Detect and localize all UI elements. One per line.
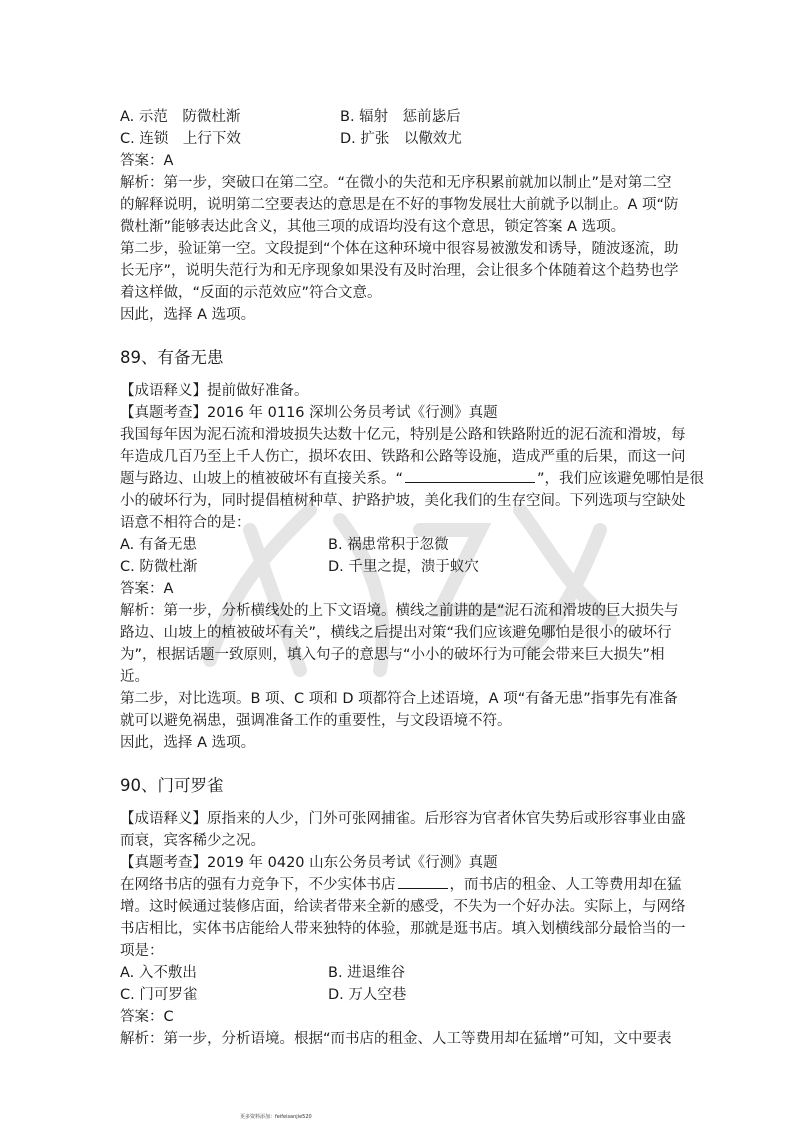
answer: 答案：C <box>120 1009 174 1025</box>
fill-blank <box>398 874 448 889</box>
option-b: B. 祸患常积于忽微 <box>328 537 449 553</box>
question-line: 增。这时候通过装修店面，给读者带来全新的感受，不失为一个好办法。实际上，与网络 <box>120 899 686 915</box>
exam-source: 【真题考查】2016 年 0116 深圳公务员考试《行测》真题 <box>120 405 498 421</box>
question-line: 项是： <box>120 943 164 959</box>
analysis-line: 就可以避免祸患，强调准备工作的重要性，与文段语境不符。 <box>120 713 512 729</box>
option-b: B. 辐射 惩前毖后 <box>340 109 461 125</box>
option-b: B. 进退维谷 <box>328 965 406 981</box>
analysis-line: 微杜渐”能够表达此含义，其他三项的成语均没有这个意思，锁定答案 A 选项。 <box>120 219 626 235</box>
question-line: 语意不相符合的是： <box>120 515 251 531</box>
question-line: 书店相比，实体书店能给人带来独特的体验，那就是逛书店。填入划横线部分最恰当的一 <box>120 921 686 937</box>
option-c: C. 连锁 上行下效 <box>120 131 241 147</box>
footer-note: 更多资料添加：feifeisanjie520 <box>240 1114 312 1120</box>
option-d: D. 万人空巷 <box>328 987 407 1003</box>
analysis-line: 解析：第一步，分析语境。根据“而书店的租金、人工等费用却在猛增”可知，文中要表 <box>120 1031 672 1047</box>
analysis-line: 的解释说明，说明第二空要表达的意思是在不好的事物发展壮大前就予以制止。A 项“防 <box>120 197 679 213</box>
section-heading: 90、门可罗雀 <box>120 776 224 795</box>
analysis-line: 长无序”，说明失范行为和无序现象如果没有及时治理，会让很多个体随着这个趋势也学 <box>120 263 679 279</box>
idiom-meaning: 【成语释义】原指来的人少，门外可张网捕雀。后形容为官者休官失势后或形容事业由盛 <box>120 811 686 827</box>
option-c: C. 门可罗雀 <box>120 987 198 1003</box>
analysis-line: 因此，选择 A 选项。 <box>120 307 256 323</box>
question-text: 在网络书店的强有力竞争下，不少实体书店 <box>120 877 396 893</box>
analysis-line: 近。 <box>120 669 149 685</box>
analysis-line: 第二步，对比选项。B 项、C 项和 D 项都符合上述语境，A 项“有备无患”指事先有准备 <box>120 691 678 707</box>
question-line: 我国每年因为泥石流和滑坡损失达数十亿元，特别是公路和铁路附近的泥石流和滑坡，每 <box>120 427 686 443</box>
analysis-line: 路边、山坡上的植被破坏有关”，横线之后提出对策“我们应该避免哪怕是很小的破坏行 <box>120 625 672 641</box>
exam-source: 【真题考查】2019 年 0420 山东公务员考试《行测》真题 <box>120 855 498 871</box>
analysis-line: 为”，根据话题一致原则，填入句子的意思与“小小的破坏行为可能会带来巨大损失”相 <box>120 647 665 663</box>
question-line <box>120 468 704 490</box>
question-line: 小的破坏行为，同时提倡植树种草、护路护坡，美化我们的生存空间。下列选项与空缺处 <box>120 493 686 509</box>
question-text: 题与路边、山坡上的植被破坏有直接关系。“ <box>120 471 404 487</box>
analysis-line: 着这样做，“反面的示范效应”符合文意。 <box>120 285 382 301</box>
option-d: D. 千里之提，溃于蚁穴 <box>328 559 479 575</box>
section-heading: 89、有备无患 <box>120 348 224 367</box>
option-d: D. 扩张 以儆效尤 <box>340 131 462 147</box>
question-line <box>120 874 682 896</box>
question-line: 年造成几百乃至上千人伤亡，损坏农田、铁路和公路等设施，造成严重的后果，而这一问 <box>120 449 686 465</box>
question-text: ，而书店的租金、人工等费用却在猛 <box>449 877 682 893</box>
option-a: A. 入不敷出 <box>120 965 197 981</box>
analysis-line: 因此，选择 A 选项。 <box>120 735 256 751</box>
answer: 答案：A <box>120 581 174 597</box>
question-text: ”，我们应该避免哪怕是很 <box>537 471 705 487</box>
option-a: A. 示范 防微杜渐 <box>120 109 241 125</box>
analysis-line: 解析：第一步，分析横线处的上下文语境。横线之前讲的是“泥石流和滑坡的巨大损失与 <box>120 603 679 619</box>
idiom-meaning: 而衰，宾客稀少之况。 <box>120 833 265 849</box>
option-c: C. 防微杜渐 <box>120 559 198 575</box>
idiom-meaning: 【成语释义】提前做好准备。 <box>120 383 309 399</box>
analysis-line: 第二步，验证第一空。文段提到“个体在这种环境中很容易被激发和诱导，随波逐流，助 <box>120 241 679 257</box>
answer: 答案：A <box>120 153 174 169</box>
option-a: A. 有备无患 <box>120 537 197 553</box>
fill-blank <box>405 468 535 483</box>
analysis-line: 解析：第一步，突破口在第二空。“在微小的失范和无序积累前就加以制止”是对第二空 <box>120 175 672 191</box>
